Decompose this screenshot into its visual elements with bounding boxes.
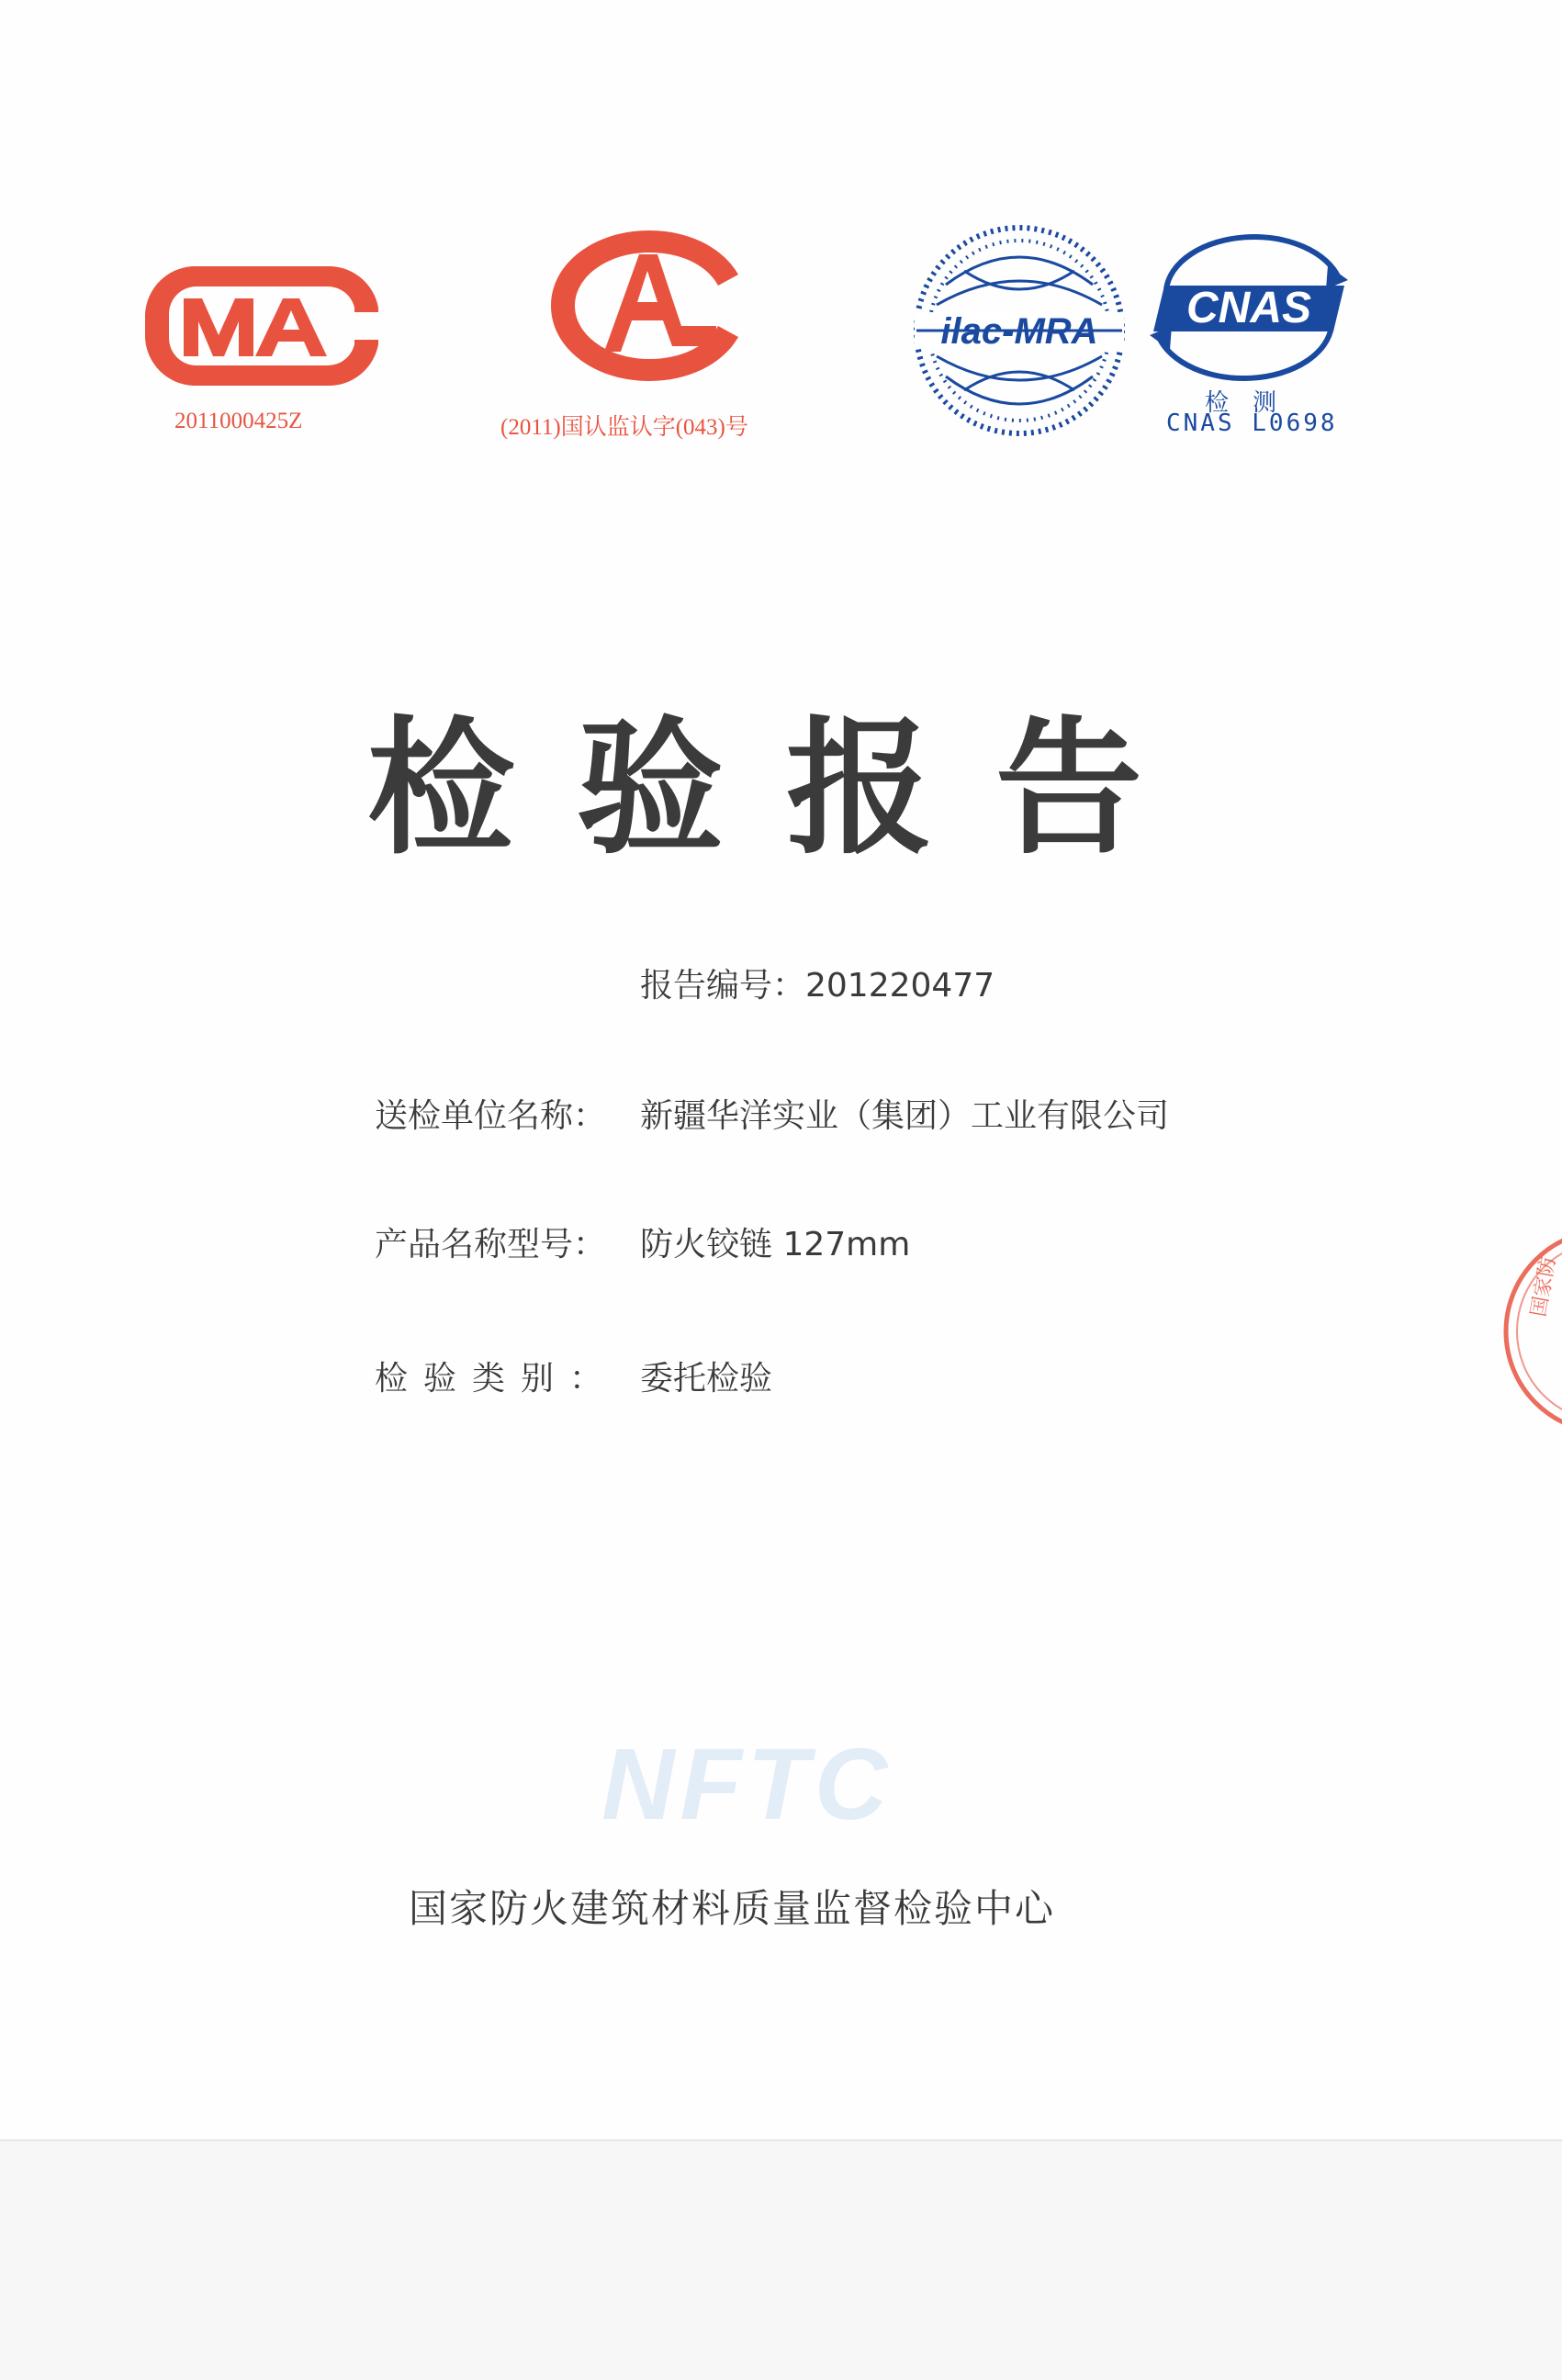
page-title: 检验报告 (367, 702, 1206, 874)
cnas-sub-chinese: 检测 (1205, 389, 1301, 417)
cal-logo-icon (544, 225, 755, 386)
svg-text:国家防: 国家防 (1526, 1254, 1560, 1319)
cma-caption: 2011000425Z (174, 409, 303, 433)
field-value-product: 防火铰链 127mm (640, 1226, 911, 1263)
cma-logo-icon (138, 257, 386, 395)
field-label-sender: 送检单位名称： (375, 1097, 607, 1135)
scan-margin (0, 2139, 1562, 2380)
field-label-inspection-type: 检验类别： (375, 1360, 619, 1398)
field-value-sender: 新疆华洋实业（集团）工业有限公司 (640, 1097, 1170, 1135)
svg-text:CNAS: CNAS (1186, 284, 1312, 332)
scan-line (0, 2139, 1562, 2141)
field-value-inspection-type: 委托检验 (640, 1360, 773, 1398)
report-number: 报告编号：201220477 (640, 967, 995, 1005)
svg-text:ilac-MRA: ilac-MRA (940, 311, 1098, 352)
field-label-product: 产品名称型号： (375, 1226, 607, 1263)
cnas-sub-code: CNAS L0698 (1166, 410, 1338, 437)
cal-caption: (2011)国认监认字(043)号 (500, 415, 748, 440)
seal-stamp-icon (1497, 1226, 1562, 1437)
cnas-logo-icon (1139, 225, 1359, 386)
nftc-watermark: NFTC (601, 1728, 893, 1841)
issuer-name: 国家防火建筑材料质量监督检验中心 (409, 1886, 1056, 1931)
ilac-mra-logo-icon (909, 220, 1129, 441)
